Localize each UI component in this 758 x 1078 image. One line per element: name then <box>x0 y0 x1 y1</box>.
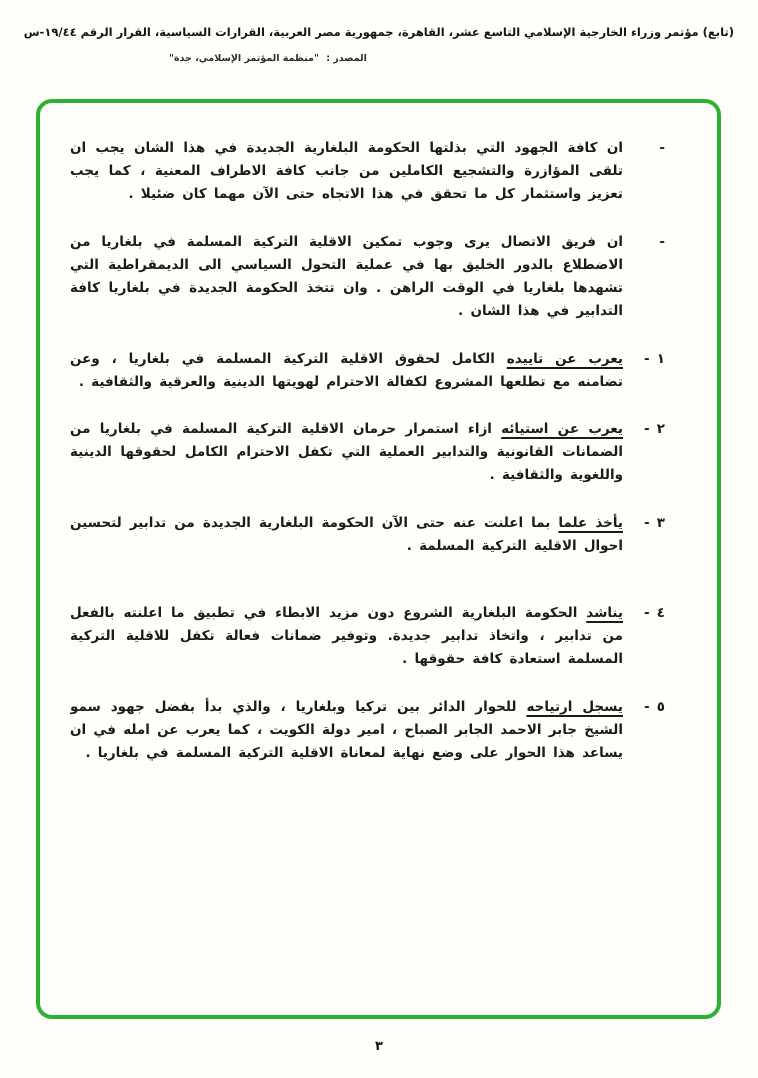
item-rest-text: ازاء استمرار حرمان الاقلية التركية المسلمة في بلغاريا من الضمانات القانونية والتدابير العملية التي تكفل الاحترام الكامل لحقوقها الدينية واللغوية والثقافية . <box>70 421 623 484</box>
item-text <box>70 418 623 487</box>
bullet-dash: - <box>659 233 665 250</box>
item-rest-text: الكامل لحقوق الاقلية التركية المسلمة في بلغاريا ، وعن تضامنه مع تطلعها المشروع لكفالة الاحترام لهويتها الدينية والعرقية والثقافية . <box>70 350 623 390</box>
page-number: ٣ <box>375 1039 383 1054</box>
bullet-paragraph <box>70 137 665 206</box>
item-number: ٤ - <box>643 605 665 622</box>
source-line <box>165 53 367 64</box>
item-number: ٣ - <box>643 515 665 532</box>
item-rest-text: للحوار الدائر بين تركيا وبلغاريا ، والذي بدأ بفضل جهود سمو الشيخ جابر الاحمد الجابر الصباح ، امير دولة الكويت ، كما يعرب عن امله في ان يساعد هذا الحوار على وضع نهاية لمعاناة الاقلية التركية المسلمة في بلغاريا . <box>70 698 623 761</box>
green-highlight-frame <box>36 99 721 1019</box>
document-reference-header: (تابع) مؤتمر وزراء الخارجية الإسلامي التاسع عشر، القاهرة، جمهورية مصر العربية، القرارات السياسية، القرار الرقم ١٩/٤٤-س <box>23 25 734 39</box>
item-number: ١ - <box>643 350 665 367</box>
item-operative-phrase: يعرب عن استيائه <box>501 421 623 438</box>
bullet-paragraph <box>70 231 665 323</box>
numbered-item <box>70 696 665 765</box>
source-label: المصدر : <box>326 53 367 64</box>
item-text <box>70 602 623 671</box>
item-number: ٥ - <box>643 698 665 715</box>
numbered-item <box>70 512 665 558</box>
numbered-item <box>70 348 665 394</box>
document-body <box>70 137 665 1007</box>
numbered-item <box>70 602 665 671</box>
paragraph-text: ان فريق الاتصال يرى وجوب تمكين الاقلية التركية المسلمة في بلغاريا من الاضطلاع بالدور الخليق بها في عملية التحول السياسي الى الديمقراطية التي تشهدها بلغاريا في الوقت الراهن . وان تتخذ الحكومة الجديدة في بلغاريا كافة التدابير في هذا الشان . <box>70 233 623 319</box>
item-operative-phrase: يسجل ارتياحه <box>526 698 623 715</box>
bullet-dash: - <box>659 140 665 156</box>
item-rest-text: الحكومة البلغارية الشروع دون مزيد الابطاء في تطبيق ما اعلنته بالفعل من تدابير ، واتخاذ تدابير جديدة. وتوفير ضمانات فعالة تكفل للاقلية التركية المسلمة استعادة كافة حقوقها . <box>70 605 623 667</box>
item-text <box>70 348 623 394</box>
item-operative-phrase: يأخذ علما <box>558 515 623 532</box>
numbered-item <box>70 418 665 487</box>
item-number: ٢ - <box>643 421 665 438</box>
source-value: "منظمة المؤتمر الإسلامي، جدة" <box>169 53 319 64</box>
paragraph-text: ان كافة الجهود التي بذلتها الحكومة البلغارية الجديدة في هذا الشان يجب ان تلقى المؤازرة والتشجيع الكاملين من جانب كافة الاطراف المعنية ، كما يجب تعزيز واستثمار كل ما تحقق في هذا الاتجاه حتى الآن مهما كان ضئيلا . <box>70 140 623 202</box>
item-text <box>70 696 623 765</box>
item-rest-text: بما اعلنت عنه حتى الآن الحكومة البلغارية الجديدة من تدابير لتحسين احوال الاقلية التركية المسلمة . <box>70 515 623 555</box>
item-text <box>70 512 623 558</box>
item-operative-phrase: يعرب عن تاييده <box>506 350 623 367</box>
item-operative-phrase: يناشد <box>586 605 623 622</box>
